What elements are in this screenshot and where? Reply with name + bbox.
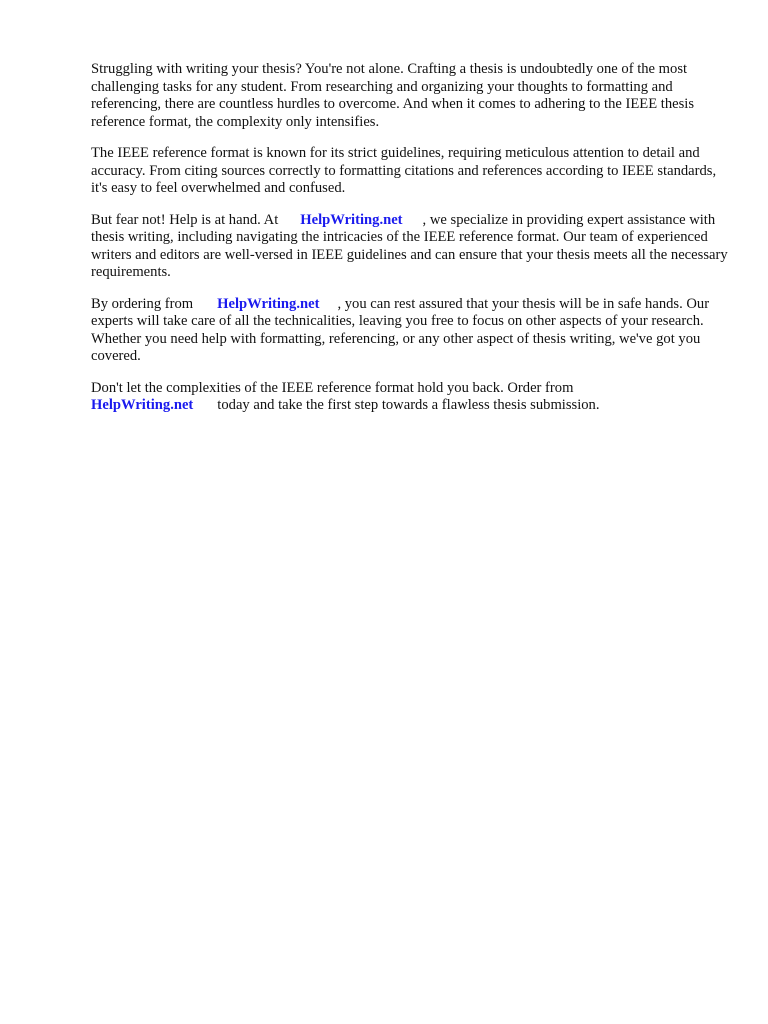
paragraph-closing-text-start: Don't let the complexities of the IEEE reference format hold you back. Order from: [91, 379, 574, 396]
paragraph-help-text-start: But fear not! Help is at hand. At: [91, 211, 279, 228]
paragraph-help: [91, 212, 731, 282]
document-body: [91, 61, 731, 429]
paragraph-intro: Struggling with writing your thesis? You're not alone. Crafting a thesis is undoubtedly one of the most challenging tasks for any student. From researching and organizing your thoughts to formatting and referencing, there are countless hurdles to overcome. And when it comes to adhering to the IEEE thesis reference format, the complexity only intensifies.: [91, 61, 695, 130]
paragraph-ieee-format: The IEEE reference format is known for its strict guidelines, requiring meticulous attention to detail and accuracy. From citing sources correctly to formatting citations and references according to IEEE standards, it's easy to feel overwhelmed and confused.: [91, 145, 717, 196]
helpwriting-link-1[interactable]: HelpWriting.net: [300, 211, 403, 228]
paragraph-ordering: [91, 296, 731, 366]
paragraph-ordering-text-end: , you can rest assured that your thesis will be in safe hands. Our experts will take care of all the technicalities, leaving you free to focus on other aspects of your research. Whether you need help with formatting, referencing, or any other aspect of thesis writing, we've got you covered.: [91, 295, 710, 364]
helpwriting-link-3[interactable]: HelpWriting.net: [91, 397, 194, 413]
paragraph-closing: [91, 380, 731, 415]
paragraph-ordering-text-start: By ordering from: [91, 295, 194, 312]
paragraph-help-text-end: , we specialize in providing expert assistance with thesis writing, including navigating the intricacies of the IEEE reference format. Our team of experienced writers and editors are well-versed in IEEE guidelines and can ensure that your thesis meets all the necessary requirements.: [91, 211, 728, 280]
paragraph-closing-text-end: today and take the first step towards a flawless thesis submission.: [217, 397, 600, 413]
helpwriting-link-2[interactable]: HelpWriting.net: [217, 295, 320, 312]
